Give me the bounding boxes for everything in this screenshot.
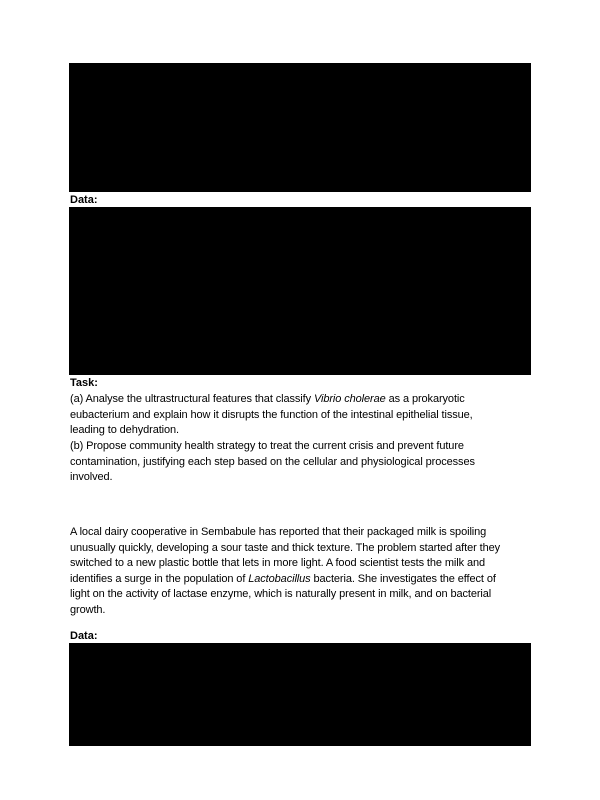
text-line: growth. [70,603,106,616]
data-heading: Data: [70,194,98,206]
text-line: leading to dehydration. [70,424,180,436]
redacted-block [69,63,531,192]
scenario-paragraph [70,525,532,618]
text-line: eubacterium and explain how it disrupts the function of the intestinal epithelial tissue, [70,408,473,421]
text-line: unusually quickly, developing a sour taste and thick texture. The problem started after they [70,541,501,554]
text-line: involved. [70,471,113,483]
text-run: bacteria. She investigates the effect of [310,572,496,585]
text-run: identifies a surge in the population of [70,572,249,585]
text-line: switched to a new plastic bottle that lets in more light. A food scientist tests the milk and [70,557,486,569]
text-run: as a prokaryotic [385,393,465,405]
text-line [70,572,532,588]
text-line [70,392,532,408]
data-heading: Data: [70,630,98,642]
text-line: (b) Propose community health strategy to treat the current crisis and prevent future [70,440,464,452]
text-line: A local dairy cooperative in Sembabule has reported that their packaged milk is spoiling [70,526,487,538]
text-line: light on the activity of lactase enzyme, which is naturally present in milk, and on bacterial [70,588,492,600]
redacted-block [69,207,531,375]
species-name: Vibrio cholerae [313,393,386,405]
text-line: contamination, justifying each step based on the cellular and physiological processes [70,455,475,468]
text-run: (a) Analyse the ultrastructural features that classify [70,393,314,405]
species-name: Lactobacillus [248,572,311,585]
task-part-b [70,439,532,486]
task-heading: Task: [70,377,98,389]
redacted-block [69,643,531,746]
task-part-a [70,392,532,439]
